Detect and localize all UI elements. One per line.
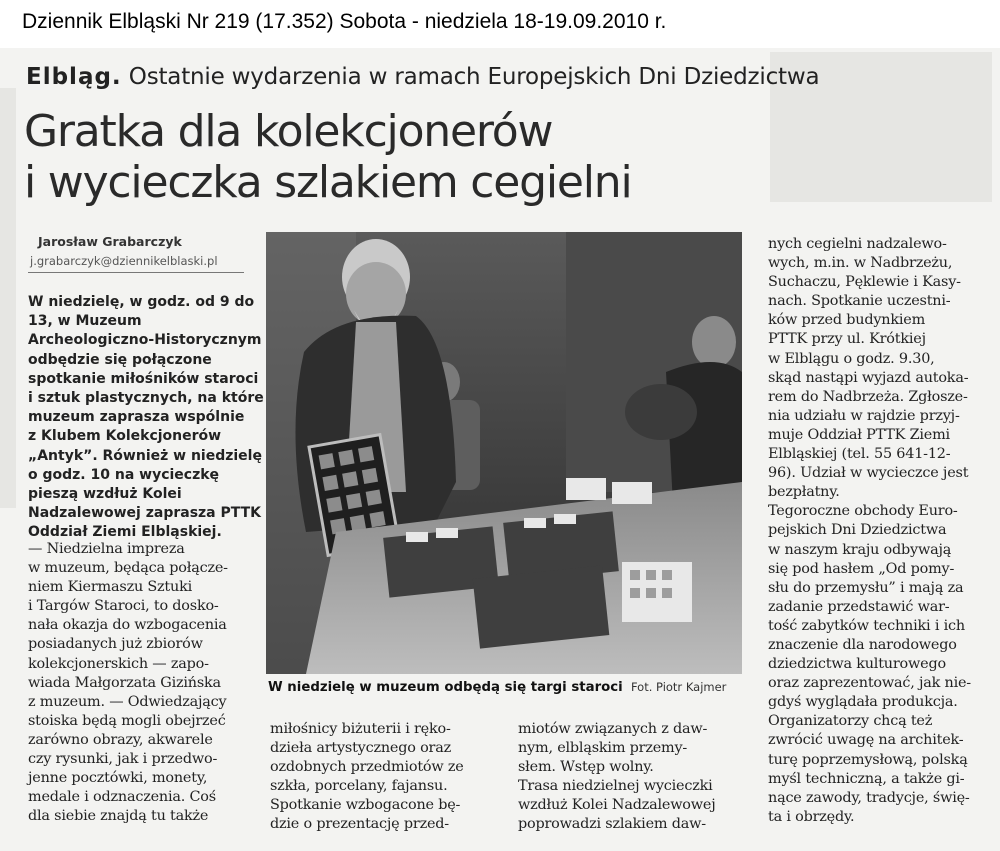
body-line: dzieła artystycznego oraz [270, 740, 451, 757]
body-line: miotów związanych z daw- [518, 721, 708, 737]
body-line: w Elblągu o godz. 9.30, [768, 350, 935, 367]
lead-line: o godz. 10 na wycieczkę [28, 466, 220, 483]
body-line: się pod hasłem „Od pomy- [768, 560, 955, 577]
body-line: zwrócić uwagę na architek- [768, 732, 964, 749]
headline [24, 106, 632, 208]
body-line: wych, m.in. w Nadbrzeżu, [768, 255, 953, 272]
lead-line: pieszą wzdłuż Kolei [28, 486, 182, 503]
body-line: jenne pocztówki, monety, [28, 770, 208, 787]
body-column-1 [28, 540, 260, 826]
photo-caption [268, 680, 726, 695]
body-line: pejskich Dni Dziedzictwa [768, 522, 947, 539]
body-line: dla siebie znajdą tu także [28, 808, 209, 825]
body-line: znaczenie dla narodowego [768, 636, 957, 653]
body-line: szkła, porcelany, fajansu. [270, 778, 448, 795]
body-line: kolekcjonerskich — zapo- [28, 655, 209, 672]
author-email: j.grabarczyk@dziennikelblaski.pl [30, 254, 218, 268]
lead-line: 13, w Muzeum [28, 313, 142, 330]
body-line: oraz zaprezentować, jak nie- [768, 675, 971, 692]
body-line: z muzeum. — Odwiedzający [28, 693, 227, 710]
body-line: w naszym kraju odbywają [768, 541, 952, 558]
lead-line: Nadzalewowej zaprasza PTTK [28, 505, 262, 522]
lead-line: „Antyk”. Również w niedzielę [28, 447, 262, 464]
body-line: poprowadzi szlakiem daw- [518, 816, 706, 833]
body-line: nia udziału w rajdzie przyj- [768, 407, 960, 424]
body-line: ków przed budynkiem [768, 312, 926, 329]
lead-line: Archeologiczno-Historycznym [28, 332, 262, 349]
body-line: muje Oddział PTTK Ziemi [768, 426, 950, 443]
body-line: zarówno obrazy, akwarele [28, 731, 213, 748]
body-column-3 [518, 720, 750, 835]
body-line: miłośnicy biżuterii i ręko- [270, 721, 451, 737]
photo-credit: Fot. Piotr Kajmer [630, 680, 727, 694]
body-line: nach. Spotkanie uczestni- [768, 293, 951, 310]
body-column-4 [768, 235, 1000, 827]
lead-paragraph [28, 293, 264, 543]
body-line: gdyś wyglądała produkcja. [768, 694, 958, 711]
body-line: nych cegielni nadzalewo- [768, 236, 947, 252]
body-line: posiadanych już zbiorów [28, 636, 203, 653]
body-line: i Targów Staroci, to dosko- [28, 598, 219, 615]
body-line: Organizatorzy chcą też [768, 713, 933, 730]
body-line: niem Kiermaszu Sztuki [28, 579, 193, 596]
body-line: czy rysunki, jak i przedwo- [28, 751, 218, 768]
lead-line: odbędzie się połączone [28, 351, 212, 368]
body-line: zadanie przedstawić war- [768, 598, 950, 615]
source-line: Dziennik Elbląski Nr 219 (17.352) Sobota - niedziela 18-19.09.2010 r. [22, 10, 667, 33]
kicker [26, 64, 819, 90]
body-line: nała okazja do wzbogacenia [28, 617, 227, 634]
body-line: stoiska będą mogli obejrzeć [28, 712, 226, 729]
body-line: PTTK przy ul. Krótkiej [768, 331, 926, 348]
lead-line: spotkanie miłośników staroci [28, 370, 259, 387]
body-line: Tegoroczne obchody Euro- [768, 503, 958, 520]
antique-fair-photo [266, 232, 742, 674]
headline-line: i wycieczka szlakiem cegielni [24, 157, 632, 208]
lead-line: i sztuk plastycznych, na które [28, 390, 264, 407]
author-name: Jarosław Grabarczyk [38, 234, 182, 249]
article-photo [266, 232, 742, 674]
body-line: dzie o prezentację przed- [270, 816, 449, 833]
body-line: skąd nastąpi wyjazd autoka- [768, 369, 969, 386]
lead-line: z Klubem Kolekcjonerów [28, 428, 222, 445]
lead-line: muzeum zaprasza wspólnie [28, 409, 245, 426]
body-line: — Niedzielna impreza [28, 541, 185, 557]
body-line: Elbląskiej (tel. 55 641-12- [768, 446, 951, 463]
body-line: ozdobnych przedmiotów ze [270, 759, 464, 776]
body-line: nym, elbląskim przemy- [518, 740, 688, 757]
body-line: Suchaczu, Pęklewie i Kasy- [768, 274, 961, 291]
byline-divider [28, 272, 244, 273]
body-line: w muzeum, będąca połącze- [28, 560, 228, 577]
body-line: ta i obrzędy. [768, 808, 855, 825]
body-line: wzdłuż Kolei Nadzalewowej [518, 797, 716, 814]
body-line: turę poprzemysłową, polską [768, 751, 968, 768]
body-line: Spotkanie wzbogacone bę- [270, 797, 461, 814]
body-line: bezpłatny. [768, 484, 840, 501]
body-line: Trasa niedzielnej wycieczki [518, 778, 713, 795]
body-line: rem do Nadbrzeża. Zgłosze- [768, 388, 968, 405]
body-line: myśl techniczną, a także gi- [768, 770, 965, 787]
kicker-place: Elbląg. [26, 64, 122, 90]
body-column-2 [270, 720, 502, 835]
body-line: słem. Wstęp wolny. [518, 759, 654, 776]
lead-line: W niedzielę, w godz. od 9 do [28, 294, 255, 310]
body-line: nące zawody, tradycje, świę- [768, 789, 970, 806]
body-line: medale i odznaczenia. Coś [28, 789, 216, 806]
body-line: 96). Udział w wycieczce jest [768, 465, 969, 482]
neighbor-article-left-edge [0, 88, 16, 508]
kicker-topic: Ostatnie wydarzenia w ramach Europejskich Dni Dziedzictwa [128, 64, 820, 90]
lead-line: Oddział Ziemi Elbląskiej. [28, 524, 222, 541]
headline-line: Gratka dla kolekcjonerów [24, 106, 553, 157]
caption-text: W niedzielę w muzeum odbędą się targi staroci [268, 680, 623, 695]
body-line: tość zabytków techniki i ich [768, 617, 965, 634]
body-line: wiada Małgorzata Gizińska [28, 674, 221, 691]
body-line: słu do przemysłu” i mają za [768, 579, 964, 596]
body-line: dziedzictwa kulturowego [768, 656, 946, 673]
